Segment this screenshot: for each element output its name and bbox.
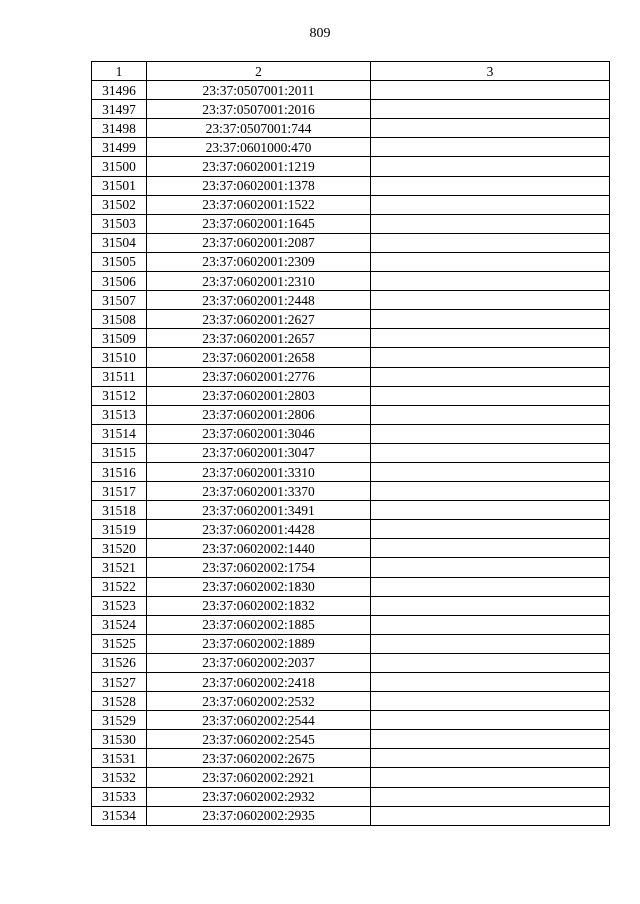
notes-cell <box>371 615 610 634</box>
table-row <box>92 348 610 367</box>
row-number-cell: 31510 <box>92 348 147 367</box>
table-row <box>92 386 610 405</box>
notes-cell <box>371 367 610 386</box>
row-number-cell: 31530 <box>92 730 147 749</box>
cadastral-number-cell: 23:37:0602001:4428 <box>147 520 371 539</box>
row-number-cell: 31508 <box>92 310 147 329</box>
table-row <box>92 787 610 806</box>
row-number-cell: 31516 <box>92 462 147 481</box>
cadastral-number-cell: 23:37:0602001:1219 <box>147 157 371 176</box>
row-number-cell: 31525 <box>92 634 147 653</box>
row-number-cell: 31511 <box>92 367 147 386</box>
notes-cell <box>371 100 610 119</box>
notes-cell <box>371 673 610 692</box>
cadastral-number-cell: 23:37:0507001:2016 <box>147 100 371 119</box>
notes-cell <box>371 119 610 138</box>
table-row <box>92 482 610 501</box>
cadastral-number-cell: 23:37:0602001:2087 <box>147 233 371 252</box>
row-number-cell: 31507 <box>92 291 147 310</box>
table-row <box>92 310 610 329</box>
cadastral-number-cell: 23:37:0602002:1832 <box>147 596 371 615</box>
cadastral-number-cell: 23:37:0602001:2310 <box>147 272 371 291</box>
notes-cell <box>371 577 610 596</box>
notes-cell <box>371 749 610 768</box>
page-number: 809 <box>309 26 331 41</box>
column-header-3: 3 <box>371 62 610 81</box>
table-row <box>92 405 610 424</box>
row-number-cell: 31509 <box>92 329 147 348</box>
table-row <box>92 692 610 711</box>
row-number-cell: 31527 <box>92 673 147 692</box>
row-number-cell: 31498 <box>92 119 147 138</box>
table-row <box>92 138 610 157</box>
cadastral-number-cell: 23:37:0602001:1378 <box>147 176 371 195</box>
table-row <box>92 195 610 214</box>
notes-cell <box>371 501 610 520</box>
notes-cell <box>371 386 610 405</box>
notes-cell <box>371 195 610 214</box>
cadastral-number-cell: 23:37:0602001:2309 <box>147 252 371 271</box>
row-number-cell: 31517 <box>92 482 147 501</box>
cadastral-number-cell: 23:37:0602001:2658 <box>147 348 371 367</box>
table-row <box>92 673 610 692</box>
cadastral-number-cell: 23:37:0602002:1885 <box>147 615 371 634</box>
row-number-cell: 31533 <box>92 787 147 806</box>
row-number-cell: 31523 <box>92 596 147 615</box>
row-number-cell: 31524 <box>92 615 147 634</box>
cadastral-number-cell: 23:37:0602001:2627 <box>147 310 371 329</box>
notes-cell <box>371 214 610 233</box>
cadastral-number-cell: 23:37:0602002:2935 <box>147 806 371 825</box>
notes-cell <box>371 520 610 539</box>
table-row <box>92 806 610 825</box>
cadastral-number-cell: 23:37:0602001:2776 <box>147 367 371 386</box>
cadastral-number-cell: 23:37:0602002:2037 <box>147 653 371 672</box>
row-number-cell: 31529 <box>92 711 147 730</box>
row-number-cell: 31521 <box>92 558 147 577</box>
registry-table <box>91 61 610 826</box>
table-row <box>92 749 610 768</box>
table-row <box>92 329 610 348</box>
notes-cell <box>371 482 610 501</box>
notes-cell <box>371 138 610 157</box>
notes-cell <box>371 787 610 806</box>
cadastral-number-cell: 23:37:0602002:1889 <box>147 634 371 653</box>
column-header-1: 1 <box>92 62 147 81</box>
table-row <box>92 233 610 252</box>
notes-cell <box>371 252 610 271</box>
table-row <box>92 157 610 176</box>
cadastral-number-cell: 23:37:0602002:1830 <box>147 577 371 596</box>
row-number-cell: 31501 <box>92 176 147 195</box>
cadastral-number-cell: 23:37:0602002:2675 <box>147 749 371 768</box>
cadastral-number-cell: 23:37:0602002:1440 <box>147 539 371 558</box>
notes-cell <box>371 730 610 749</box>
cadastral-number-cell: 23:37:0602001:3047 <box>147 443 371 462</box>
table-row <box>92 443 610 462</box>
notes-cell <box>371 539 610 558</box>
row-number-cell: 31526 <box>92 653 147 672</box>
row-number-cell: 31500 <box>92 157 147 176</box>
cadastral-number-cell: 23:37:0602001:2803 <box>147 386 371 405</box>
notes-cell <box>371 653 610 672</box>
cadastral-number-cell: 23:37:0602002:2532 <box>147 692 371 711</box>
cadastral-number-cell: 23:37:0507001:2011 <box>147 81 371 100</box>
row-number-cell: 31532 <box>92 768 147 787</box>
notes-cell <box>371 424 610 443</box>
cadastral-number-cell: 23:37:0602002:2418 <box>147 673 371 692</box>
cadastral-number-cell: 23:37:0601000:470 <box>147 138 371 157</box>
table-row <box>92 520 610 539</box>
row-number-cell: 31499 <box>92 138 147 157</box>
table-row <box>92 768 610 787</box>
table-row <box>92 501 610 520</box>
cadastral-number-cell: 23:37:0602001:3310 <box>147 462 371 481</box>
notes-cell <box>371 348 610 367</box>
table-row <box>92 462 610 481</box>
row-number-cell: 31514 <box>92 424 147 443</box>
row-number-cell: 31515 <box>92 443 147 462</box>
cadastral-number-cell: 23:37:0602001:2657 <box>147 329 371 348</box>
notes-cell <box>371 329 610 348</box>
notes-cell <box>371 157 610 176</box>
cadastral-number-cell: 23:37:0602002:2544 <box>147 711 371 730</box>
notes-cell <box>371 81 610 100</box>
table-row <box>92 558 610 577</box>
row-number-cell: 31534 <box>92 806 147 825</box>
table-row <box>92 730 610 749</box>
table-row <box>92 539 610 558</box>
table-header <box>92 62 610 81</box>
table-row <box>92 596 610 615</box>
row-number-cell: 31518 <box>92 501 147 520</box>
notes-cell <box>371 596 610 615</box>
table-row <box>92 711 610 730</box>
notes-cell <box>371 462 610 481</box>
row-number-cell: 31503 <box>92 214 147 233</box>
table-row <box>92 214 610 233</box>
row-number-cell: 31522 <box>92 577 147 596</box>
notes-cell <box>371 272 610 291</box>
row-number-cell: 31520 <box>92 539 147 558</box>
cadastral-number-cell: 23:37:0602001:3046 <box>147 424 371 443</box>
cadastral-number-cell: 23:37:0602002:2545 <box>147 730 371 749</box>
notes-cell <box>371 692 610 711</box>
column-header-2: 2 <box>147 62 371 81</box>
row-number-cell: 31496 <box>92 81 147 100</box>
row-number-cell: 31504 <box>92 233 147 252</box>
cadastral-number-cell: 23:37:0602001:2448 <box>147 291 371 310</box>
cadastral-number-cell: 23:37:0602002:2932 <box>147 787 371 806</box>
table-row <box>92 653 610 672</box>
table-row <box>92 176 610 195</box>
row-number-cell: 31506 <box>92 272 147 291</box>
cadastral-number-cell: 23:37:0602001:1645 <box>147 214 371 233</box>
table-row <box>92 81 610 100</box>
notes-cell <box>371 176 610 195</box>
cadastral-number-cell: 23:37:0602001:3491 <box>147 501 371 520</box>
row-number-cell: 31512 <box>92 386 147 405</box>
notes-cell <box>371 443 610 462</box>
notes-cell <box>371 405 610 424</box>
table-row <box>92 252 610 271</box>
table-row <box>92 119 610 138</box>
table-row <box>92 424 610 443</box>
table-body <box>92 81 610 826</box>
notes-cell <box>371 806 610 825</box>
row-number-cell: 31513 <box>92 405 147 424</box>
notes-cell <box>371 233 610 252</box>
notes-cell <box>371 558 610 577</box>
row-number-cell: 31531 <box>92 749 147 768</box>
cadastral-number-cell: 23:37:0602002:1754 <box>147 558 371 577</box>
row-number-cell: 31519 <box>92 520 147 539</box>
row-number-cell: 31497 <box>92 100 147 119</box>
table-row <box>92 272 610 291</box>
cadastral-number-cell: 23:37:0602001:2806 <box>147 405 371 424</box>
table-row <box>92 577 610 596</box>
notes-cell <box>371 310 610 329</box>
notes-cell <box>371 711 610 730</box>
table-row <box>92 100 610 119</box>
notes-cell <box>371 291 610 310</box>
cadastral-number-cell: 23:37:0602001:3370 <box>147 482 371 501</box>
table-row <box>92 367 610 386</box>
row-number-cell: 31502 <box>92 195 147 214</box>
header-row <box>92 62 610 81</box>
cadastral-number-cell: 23:37:0507001:744 <box>147 119 371 138</box>
table-row <box>92 615 610 634</box>
row-number-cell: 31528 <box>92 692 147 711</box>
cadastral-number-cell: 23:37:0602001:1522 <box>147 195 371 214</box>
table-row <box>92 291 610 310</box>
cadastral-number-cell: 23:37:0602002:2921 <box>147 768 371 787</box>
row-number-cell: 31505 <box>92 252 147 271</box>
notes-cell <box>371 634 610 653</box>
table-row <box>92 634 610 653</box>
notes-cell <box>371 768 610 787</box>
